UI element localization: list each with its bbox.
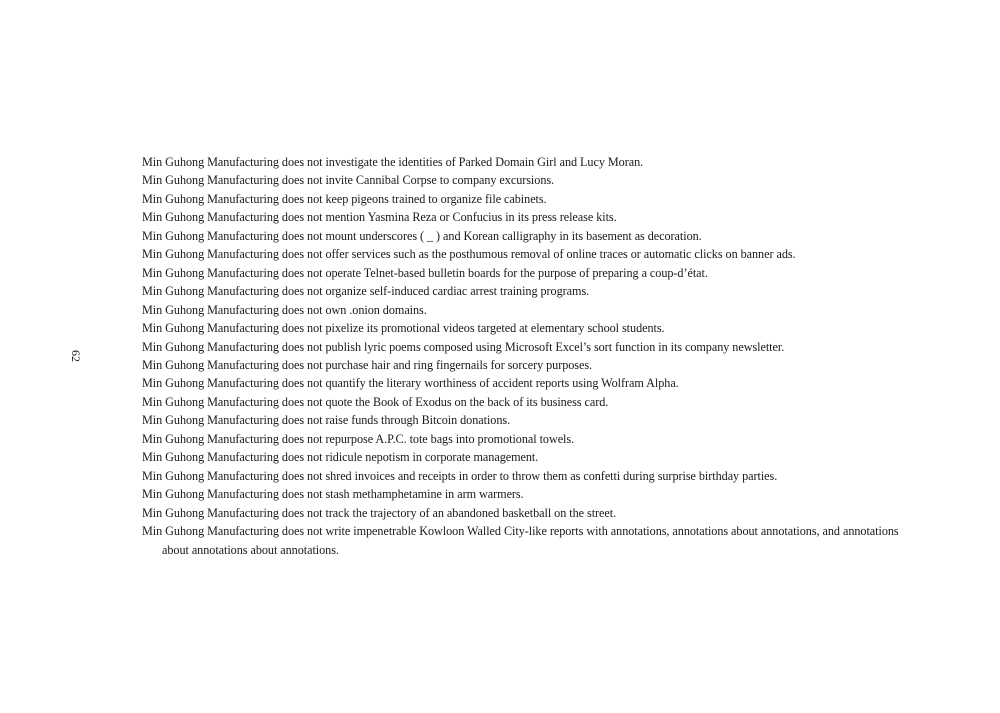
statement-line: Min Guhong Manufacturing does not own .onion domains. — [142, 302, 427, 317]
statement-line: Min Guhong Manufacturing does not mount underscores ( _ ) and Korean calligraphy in its basement as decoration. — [142, 228, 702, 243]
statement-line: Min Guhong Manufacturing does not quote the Book of Exodus on the back of its business card. — [142, 394, 609, 409]
statement-line: Min Guhong Manufacturing does not quantify the literary worthiness of accident reports using Wolfram Alpha. — [142, 376, 679, 391]
statement-line: Min Guhong Manufacturing does not stash methamphetamine in arm warmers. — [142, 487, 524, 502]
statement-line: Min Guhong Manufacturing does not investigate the identities of Parked Domain Girl and Lucy Moran. — [142, 155, 644, 169]
statement-line: Min Guhong Manufacturing does not ridicule nepotism in corporate management. — [142, 450, 539, 465]
statement-line: Min Guhong Manufacturing does not mention Yasmina Reza or Confucius in its press release kits. — [142, 210, 617, 225]
statement-line: Min Guhong Manufacturing does not publish lyric poems composed using Microsoft Excel’s sort function in its company newsletter. — [142, 339, 785, 354]
statement-line: Min Guhong Manufacturing does not offer services such as the posthumous removal of online traces or automatic clicks on banner ads. — [142, 247, 796, 262]
statement-line: Min Guhong Manufacturing does not operate Telnet-based bulletin boards for the purpose of preparing a coup-d’état. — [142, 265, 708, 280]
page-number: 62 — [69, 350, 83, 362]
statement-line: Min Guhong Manufacturing does not raise funds through Bitcoin donations. — [142, 413, 511, 428]
statement-line: Min Guhong Manufacturing does not invite Cannibal Corpse to company excursions. — [142, 173, 555, 188]
statement-line: Min Guhong Manufacturing does not shred invoices and receipts in order to throw them as confetti during surprise birthday parties. — [142, 468, 778, 483]
statement-line: Min Guhong Manufacturing does not repurpose A.P.C. tote bags into promotional towels. — [142, 431, 575, 446]
statement-list — [142, 153, 902, 559]
statement-line: Min Guhong Manufacturing does not organize self-induced cardiac arrest training programs. — [142, 284, 590, 299]
statement-line: Min Guhong Manufacturing does not purchase hair and ring fingernails for sorcery purposes. — [142, 357, 593, 372]
statement-line: Min Guhong Manufacturing does not write impenetrable Kowloon Walled City-like reports with annotations, annotations about annotations, and annotations about annotations about annotations. — [142, 524, 899, 557]
statement-line: Min Guhong Manufacturing does not pixelize its promotional videos targeted at elementary school students. — [142, 321, 665, 336]
statement-line: Min Guhong Manufacturing does not keep pigeons trained to organize file cabinets. — [142, 191, 547, 206]
statement-line: Min Guhong Manufacturing does not track the trajectory of an abandoned basketball on the street. — [142, 505, 617, 520]
